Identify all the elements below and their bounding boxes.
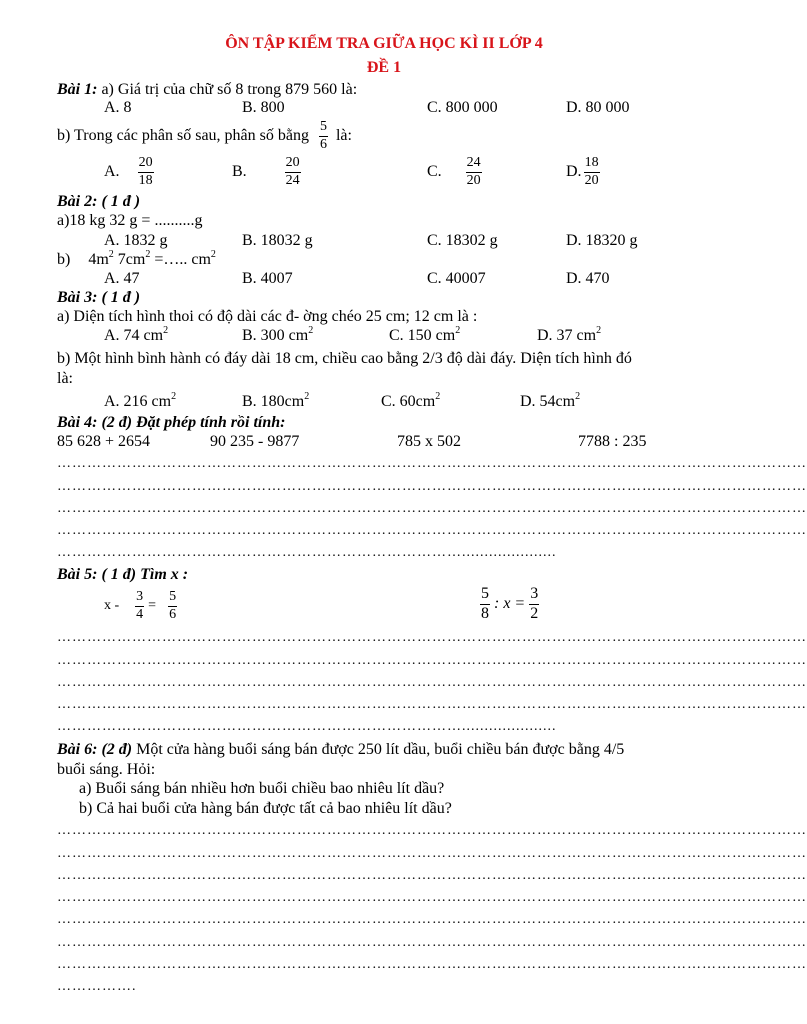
superscript: 2: [308, 325, 314, 336]
bai3-a-option-d: [537, 325, 602, 344]
answer-dotted-line: ……………………………………………………………………………………………………………………………………: [57, 957, 807, 972]
fraction-den: 2: [530, 604, 539, 622]
bai1-b-text: b) Trong các phân số sau, phân số bằng: [57, 127, 309, 145]
bai1-b-text-end: là:: [335, 127, 352, 145]
bai4-op-4: 7788 : 235: [578, 433, 647, 450]
fraction-den: 20: [584, 172, 599, 188]
answer-dotted-line: …………….: [57, 979, 137, 994]
answer-dotted-line: ……………………………………………………………………………………………………………………………………: [57, 912, 807, 927]
option-text: C. 150 cm: [389, 327, 456, 344]
bai4-op-1: 85 628 + 2654: [57, 433, 151, 450]
bai2-b-option-a: A. 47: [104, 270, 140, 287]
option-fraction: [584, 156, 600, 188]
superscript: 2: [171, 391, 177, 402]
equation-equals: =: [148, 598, 157, 614]
bai2-a-option-a: A. 1832 g: [104, 232, 168, 249]
fraction-num: 20: [138, 156, 154, 173]
bai3-b-option-a: [104, 391, 177, 410]
bai2-b-prefix: b): [57, 251, 71, 268]
bai1-a-option-b: B. 800: [242, 99, 285, 116]
answer-dotted-line: ……………………………………………………………………….....................: [57, 545, 557, 560]
bai3-b-option-b: [242, 391, 310, 410]
option-fraction: [466, 156, 482, 188]
fraction-num: 3: [529, 586, 539, 605]
bai1-question-a: [57, 82, 357, 98]
superscript: 2: [210, 249, 216, 260]
bai2-b-part3: =….. cm: [150, 251, 211, 268]
superscript: 2: [108, 249, 114, 260]
superscript: 2: [435, 391, 441, 402]
fraction-num: 5: [319, 120, 328, 137]
bai2-a-option-d: D. 18320 g: [566, 232, 638, 249]
bai6-label: Bài 6: (2 đ): [57, 741, 133, 758]
bai6-question-line2: buổi sáng. Hỏi:: [57, 761, 156, 778]
option-text: B. 300 cm: [242, 327, 309, 344]
bai1-b-option-d: [566, 156, 600, 188]
bai5-equation-1: [104, 590, 177, 622]
option-fraction: [285, 156, 301, 188]
bai1-question-b: [57, 120, 352, 152]
page-title: ÔN TẬP KIỂM TRA GIỮA HỌC KÌ II LỚP 4: [225, 35, 543, 52]
answer-dotted-line: ……………………………………………………………………………………………………………………………………: [57, 868, 807, 883]
bai3-question-b-line2: là:: [57, 370, 73, 387]
bai5-label: Bài 5: ( 1 đ) Tìm x :: [57, 566, 189, 583]
superscript: 2: [304, 391, 310, 402]
superscript: 2: [575, 391, 581, 402]
equation-fraction: [135, 590, 144, 622]
bai6-question-b: b) Cả hai buổi cửa hàng bán được tất cả bao nhiêu lít dầu?: [79, 800, 452, 817]
option-text: A. 74 cm: [104, 327, 164, 344]
answer-dotted-line: ……………………………………………………………………………………………………………………………………: [57, 523, 807, 538]
superscript: 2: [145, 249, 151, 260]
bai4-op-2: 90 235 - 9877: [210, 433, 300, 450]
answer-dotted-line: ……………………………………………………………………………………………………………………………………: [57, 935, 807, 950]
answer-dotted-line: ……………………………………………………………………………………………………………………………………: [57, 456, 807, 471]
bai1-label: Bài 1:: [57, 81, 98, 98]
bai3-a-option-c: [389, 325, 461, 344]
bai4-op-3: 785 x 502: [397, 433, 461, 450]
equation-text: : x =: [494, 595, 526, 613]
fraction-num: 3: [135, 590, 144, 607]
equation-fraction: [168, 590, 177, 622]
bai6-question-line1: [57, 742, 624, 758]
option-letter: A.: [104, 163, 120, 181]
bai2-b-part2: 7cm: [113, 251, 146, 268]
bai2-label: Bài 2: ( 1 đ ): [57, 193, 141, 210]
bai3-a-option-b: [242, 325, 314, 344]
bai2-question-a: a)18 kg 32 g = ..........g: [57, 212, 203, 229]
answer-dotted-line: ……………………………………………………………………………………………………………………………………: [57, 697, 807, 712]
page-subtitle: ĐỀ 1: [366, 59, 402, 76]
fraction-den: 18: [138, 172, 153, 188]
bai2-a-option-b: B. 18032 g: [242, 232, 313, 249]
bai2-b-option-d: D. 470: [566, 270, 610, 287]
bai1-a-option-c: C. 800 000: [427, 99, 498, 116]
answer-dotted-line: ……………………………………………………………………………………………………………………………………: [57, 846, 807, 861]
bai1-a-option-d: D. 80 000: [566, 99, 630, 116]
fraction-den: 4: [136, 606, 144, 622]
bai2-b-option-c: C. 40007: [427, 270, 486, 287]
bai1-b-option-c: [427, 156, 482, 188]
option-text: C. 60cm: [381, 393, 436, 410]
answer-dotted-line: ……………………………………………………………………………………………………………………………………: [57, 653, 807, 668]
option-letter: D.: [566, 163, 582, 181]
bai1-a-option-a: A. 8: [104, 99, 132, 116]
answer-dotted-line: ……………………………………………………………………………………………………………………………………: [57, 823, 807, 838]
answer-dotted-line: ……………………………………………………………………………………………………………………………………: [57, 479, 807, 494]
fraction-den: 6: [319, 136, 327, 152]
option-fraction: [138, 156, 154, 188]
fraction-num: 20: [285, 156, 301, 173]
fraction-5-6: [319, 120, 328, 152]
bai1-b-option-b: [232, 156, 301, 188]
fraction-num: 5: [480, 586, 490, 605]
answer-dotted-line: ……………………………………………………………………………………………………………………………………: [57, 890, 807, 905]
fraction-den: 6: [169, 606, 177, 622]
bai5-equation-2: [480, 586, 539, 623]
bai2-a-option-c: C. 18302 g: [427, 232, 498, 249]
equation-fraction: [480, 586, 490, 623]
bai3-b-option-d: [520, 391, 581, 410]
superscript: 2: [455, 325, 461, 336]
bai2-b-option-b: B. 4007: [242, 270, 293, 287]
bai3-question-b-line1: b) Một hình bình hành có đáy dài 18 cm, chiều cao bằng 2/3 độ dài đáy. Diện tích hình đó: [57, 350, 632, 367]
bai4-label: Bài 4: (2 đ) Đặt phép tính rồi tính:: [57, 414, 286, 431]
answer-dotted-line: ……………………………………………………………………………………………………………………………………: [57, 501, 807, 516]
bai2-b-part1: 4m: [88, 251, 109, 268]
option-text: D. 37 cm: [537, 327, 597, 344]
superscript: 2: [596, 325, 602, 336]
bai6-question-a: a) Buổi sáng bán nhiều hơn buổi chiều bao nhiêu lít dầu?: [79, 780, 445, 797]
fraction-den: 8: [481, 604, 489, 622]
bai3-a-option-a: [104, 325, 169, 344]
option-letter: B.: [232, 163, 247, 181]
option-text: B. 180cm: [242, 393, 305, 410]
answer-dotted-line: ……………………………………………………………………………………………………………………………………: [57, 675, 807, 690]
bai3-b-option-c: [381, 391, 441, 410]
equation-text: x -: [104, 598, 120, 614]
option-letter: C.: [427, 163, 442, 181]
option-text: D. 54cm: [520, 393, 576, 410]
bai1-b-option-a: [104, 156, 154, 188]
fraction-den: 20: [466, 172, 481, 188]
bai3-question-a: a) Diện tích hình thoi có độ dài các đ- ờng chéo 25 cm; 12 cm là :: [57, 308, 478, 325]
fraction-den: 24: [285, 172, 300, 188]
bai6-text: Một cửa hàng buổi sáng bán được 250 lít dầu, buổi chiều bán được bằng 4/5: [132, 741, 625, 758]
superscript: 2: [163, 325, 169, 336]
equation-fraction: [529, 586, 539, 623]
option-text: A. 216 cm: [104, 393, 172, 410]
bai3-label: Bài 3: ( 1 đ ): [57, 289, 141, 306]
fraction-num: 24: [466, 156, 482, 173]
answer-dotted-line: ……………………………………………………………………………………………………………………………………: [57, 630, 807, 645]
bai1-a-text: a) Giá trị của chữ số 8 trong 879 560 là:: [101, 81, 358, 98]
fraction-num: 5: [168, 590, 177, 607]
bai2-question-b: [57, 249, 216, 268]
fraction-num: 18: [584, 156, 600, 173]
answer-dotted-line: ……………………………………………………………………….....................: [57, 719, 557, 734]
